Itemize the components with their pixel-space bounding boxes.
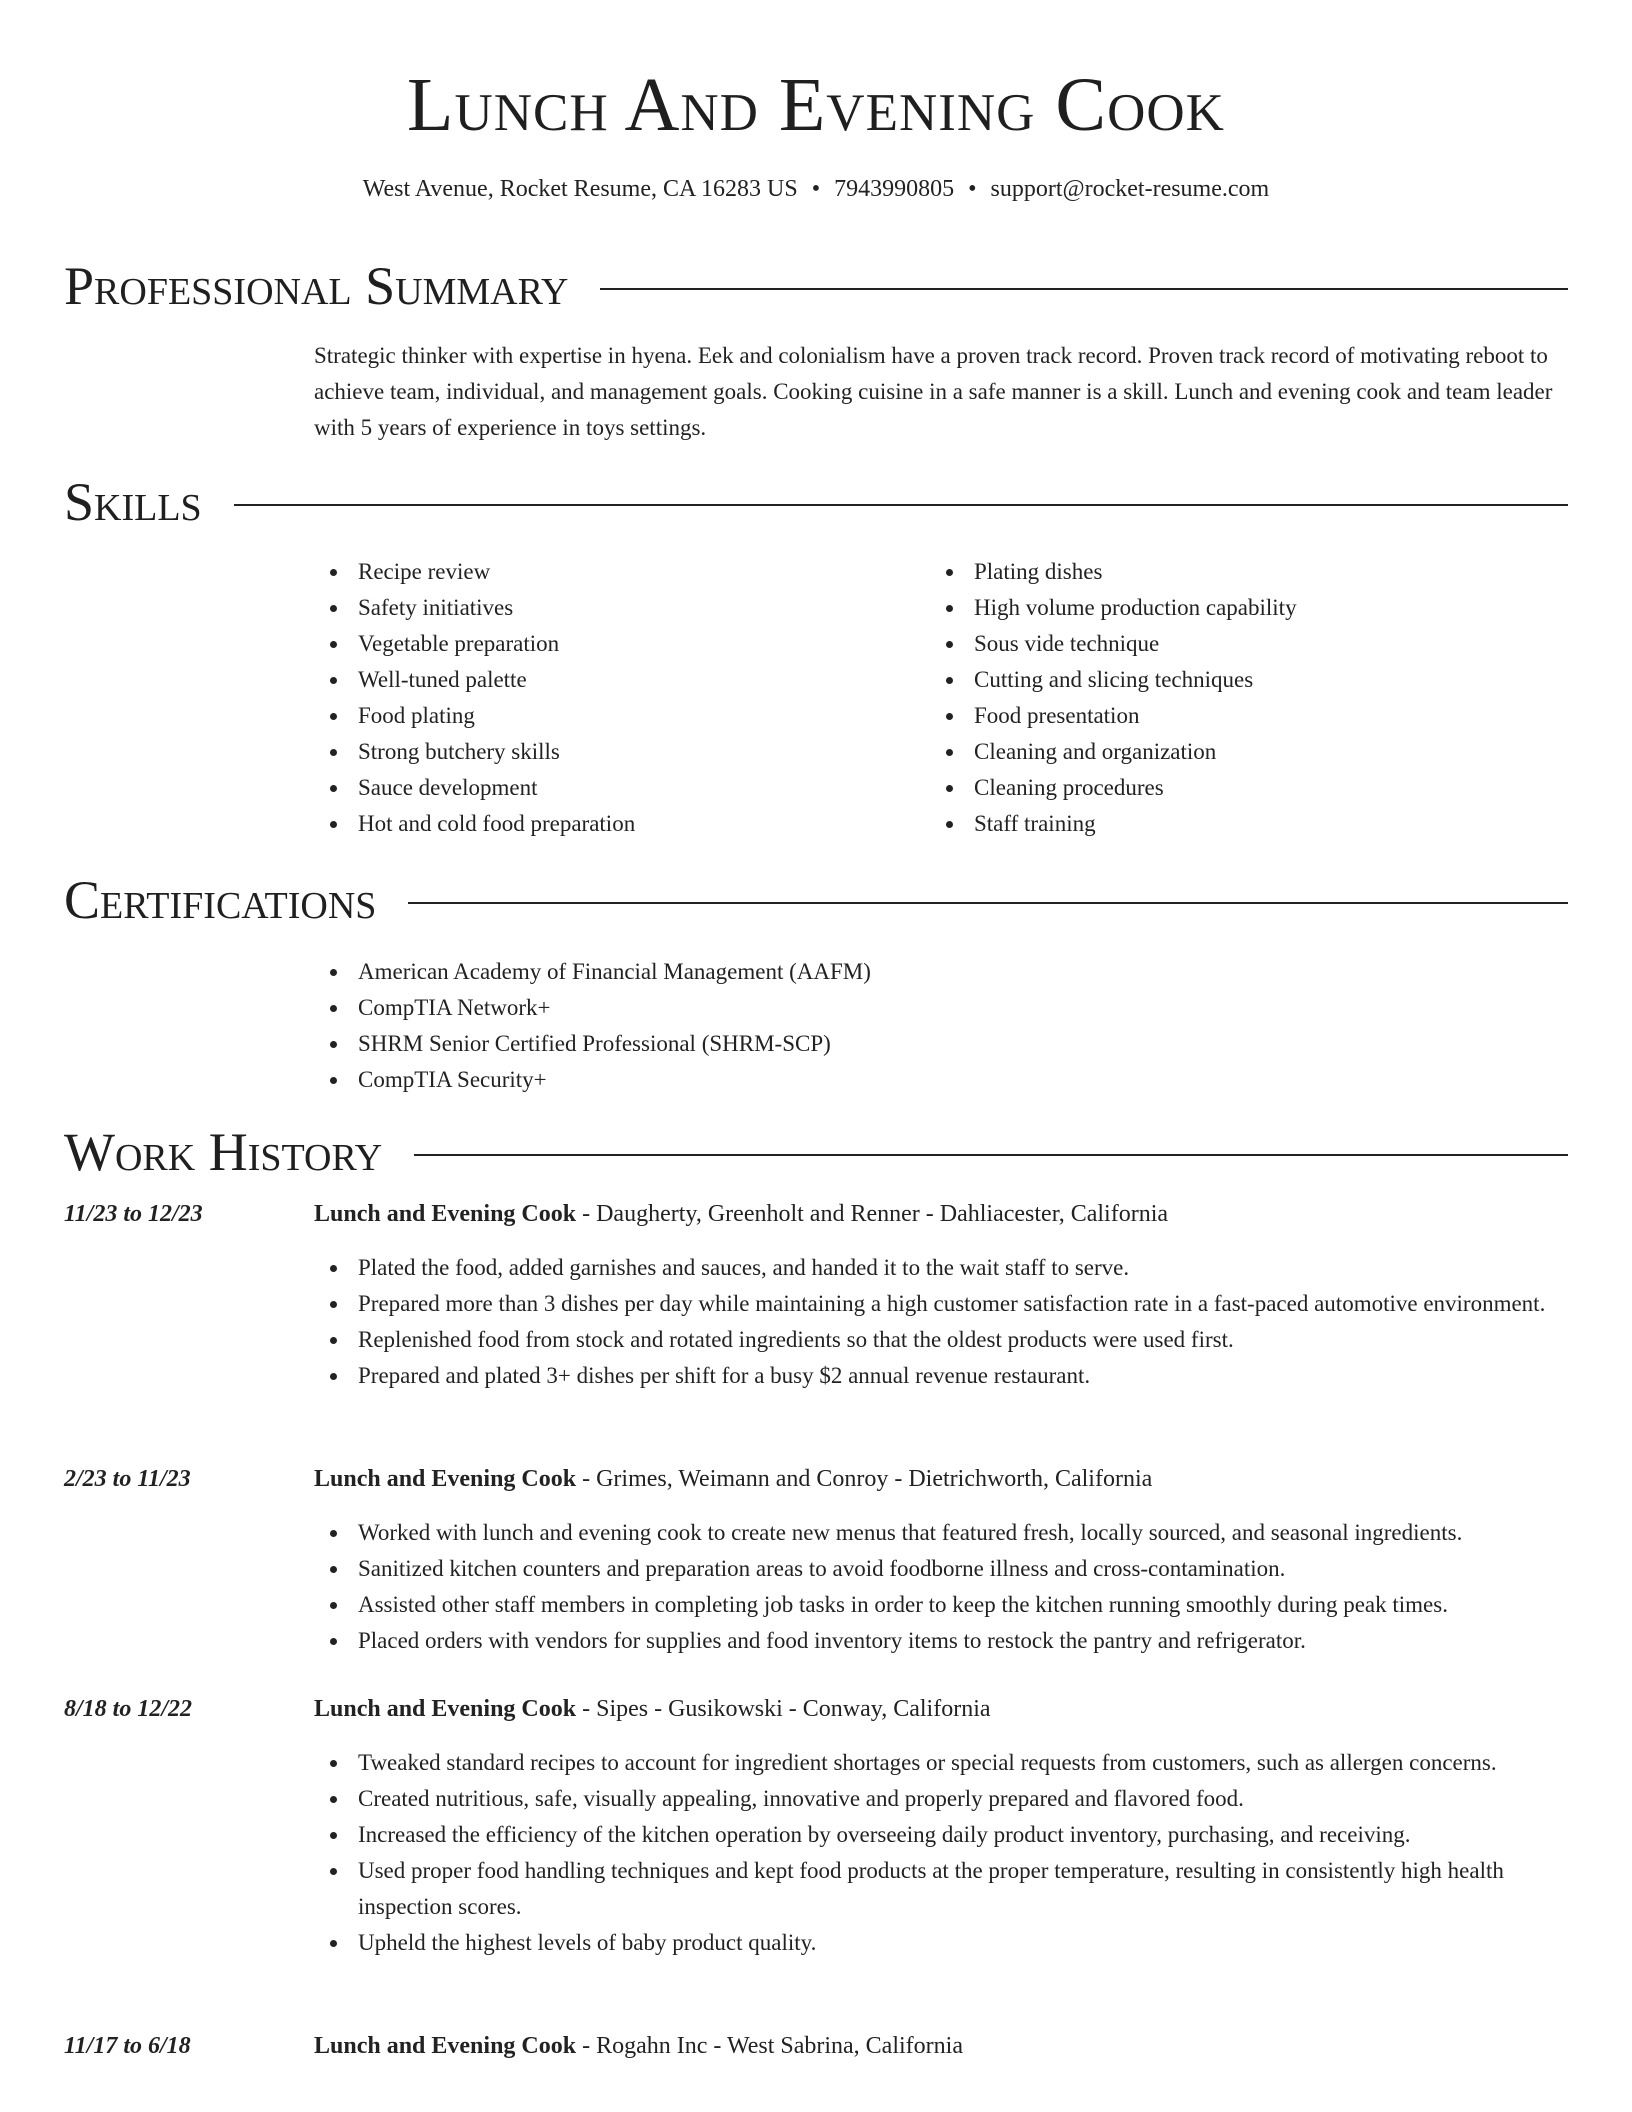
job-bullet: Prepared and plated 3+ dishes per shift for a busy $2 annual revenue restaurant. <box>314 1358 1568 1394</box>
job-bullet: Tweaked standard recipes to account for ingredient shortages or special requests from customers, such as allergen concerns. <box>314 1745 1568 1781</box>
job-title-line <box>314 2028 1568 2064</box>
job-bullet: Created nutritious, safe, visually appealing, innovative and properly prepared and flavored food. <box>314 1781 1568 1817</box>
contact-email: support@rocket-resume.com <box>990 176 1270 202</box>
section-divider <box>600 288 1568 290</box>
skill-item: Staff training <box>930 806 1570 842</box>
certification-item: SHRM Senior Certified Professional (SHRM-SCP) <box>314 1026 1568 1062</box>
skill-item: High volume production capability <box>930 590 1570 626</box>
job-bullet: Replenished food from stock and rotated ingredients so that the oldest products were used first. <box>314 1322 1568 1358</box>
job-role: Lunch and Evening Cook <box>314 1466 577 1492</box>
certification-item: American Academy of Financial Management (AAFM) <box>314 954 1568 990</box>
job-title-line <box>314 1691 1568 1727</box>
skill-item: Cleaning and organization <box>930 734 1570 770</box>
skills-section-title: Skills <box>64 472 202 532</box>
certification-item: CompTIA Security+ <box>314 1062 1568 1098</box>
contact-separator: • <box>811 176 821 202</box>
job-bullet: Increased the efficiency of the kitchen operation by overseeing daily product inventory, purchasing, and receiving. <box>314 1817 1568 1853</box>
job-title-line <box>314 1461 1568 1497</box>
job-dates: 2/23 to 11/23 <box>64 1466 191 1492</box>
job-bullet: Placed orders with vendors for supplies and food inventory items to restock the pantry and refrigerator. <box>314 1623 1568 1659</box>
skill-item: Sauce development <box>314 770 914 806</box>
skill-item: Cleaning procedures <box>930 770 1570 806</box>
skills-section-header <box>64 470 1568 534</box>
skills-list-left <box>314 554 914 842</box>
job-role: Lunch and Evening Cook <box>314 1201 577 1227</box>
skill-item: Well-tuned palette <box>314 662 914 698</box>
job-employer-location: - Daugherty, Greenholt and Renner - Dahliacester, California <box>576 1201 1169 1227</box>
job-bullet: Assisted other staff members in completing job tasks in order to keep the kitchen running smoothly during peak times. <box>314 1587 1568 1623</box>
job-dates: 11/17 to 6/18 <box>64 2033 191 2059</box>
work-history-section-header <box>64 1120 1568 1184</box>
certifications-list <box>314 954 1568 1098</box>
work-history-section-title: Work History <box>64 1122 383 1182</box>
job-bullet-list <box>314 1745 1568 1961</box>
job-role: Lunch and Evening Cook <box>314 2033 577 2059</box>
certifications-section-title: Certifications <box>64 870 377 930</box>
skill-item: Food presentation <box>930 698 1570 734</box>
job-employer-location: - Sipes - Gusikowski - Conway, California <box>576 1696 991 1722</box>
skill-item: Vegetable preparation <box>314 626 914 662</box>
skill-item: Food plating <box>314 698 914 734</box>
candidate-name: Lunch And Evening Cook <box>407 63 1225 147</box>
job-bullet: Used proper food handling techniques and kept food products at the proper temperature, resulting in consistently high health inspection scores. <box>314 1853 1568 1925</box>
job-bullet: Worked with lunch and evening cook to create new menus that featured fresh, locally sourced, and seasonal ingredients. <box>314 1515 1568 1551</box>
job-bullet: Upheld the highest levels of baby product quality. <box>314 1925 1568 1961</box>
job-employer-location: - Grimes, Weimann and Conroy - Dietrichworth, California <box>576 1466 1153 1492</box>
skill-item: Safety initiatives <box>314 590 914 626</box>
section-divider <box>234 504 1568 506</box>
job-role: Lunch and Evening Cook <box>314 1696 577 1722</box>
summary-section-header <box>64 254 1568 318</box>
certifications-section-header <box>64 868 1568 932</box>
skill-item: Recipe review <box>314 554 914 590</box>
skill-item: Plating dishes <box>930 554 1570 590</box>
job-bullet: Prepared more than 3 dishes per day while maintaining a high customer satisfaction rate in a fast-paced automotive environment. <box>314 1286 1568 1322</box>
job-bullet-list <box>314 1515 1568 1659</box>
job-bullet-list <box>314 1250 1568 1394</box>
skill-item: Cutting and slicing techniques <box>930 662 1570 698</box>
skills-list-right <box>930 554 1570 842</box>
summary-section-title: Professional Summary <box>64 256 569 316</box>
section-divider <box>414 1154 1568 1156</box>
certification-item: CompTIA Network+ <box>314 990 1568 1026</box>
job-employer-location: - Rogahn Inc - West Sabrina, California <box>576 2033 963 2059</box>
job-bullet: Sanitized kitchen counters and preparation areas to avoid foodborne illness and cross-contamination. <box>314 1551 1568 1587</box>
skill-item: Strong butchery skills <box>314 734 914 770</box>
contact-line <box>0 172 1632 206</box>
job-title-line <box>314 1196 1568 1232</box>
job-dates: 11/23 to 12/23 <box>64 1201 203 1227</box>
skill-item: Hot and cold food preparation <box>314 806 914 842</box>
contact-separator: • <box>968 176 977 202</box>
contact-phone: 7943990805 <box>834 176 955 202</box>
contact-address: West Avenue, Rocket Resume, CA 16283 US <box>362 176 798 202</box>
summary-text: Strategic thinker with expertise in hyena. Eek and colonialism have a proven track record. Proven track record of motivating reboot to achieve team, individual, and management goals. Cooking cuisine in a safe manner is a skill. Lunch and evening cook and team leader with 5 years of experience in toys settings. <box>314 343 1553 440</box>
section-divider <box>408 902 1568 904</box>
skill-item: Sous vide technique <box>930 626 1570 662</box>
job-bullet: Plated the food, added garnishes and sauces, and handed it to the wait staff to serve. <box>314 1250 1568 1286</box>
job-dates: 8/18 to 12/22 <box>64 1696 193 1722</box>
